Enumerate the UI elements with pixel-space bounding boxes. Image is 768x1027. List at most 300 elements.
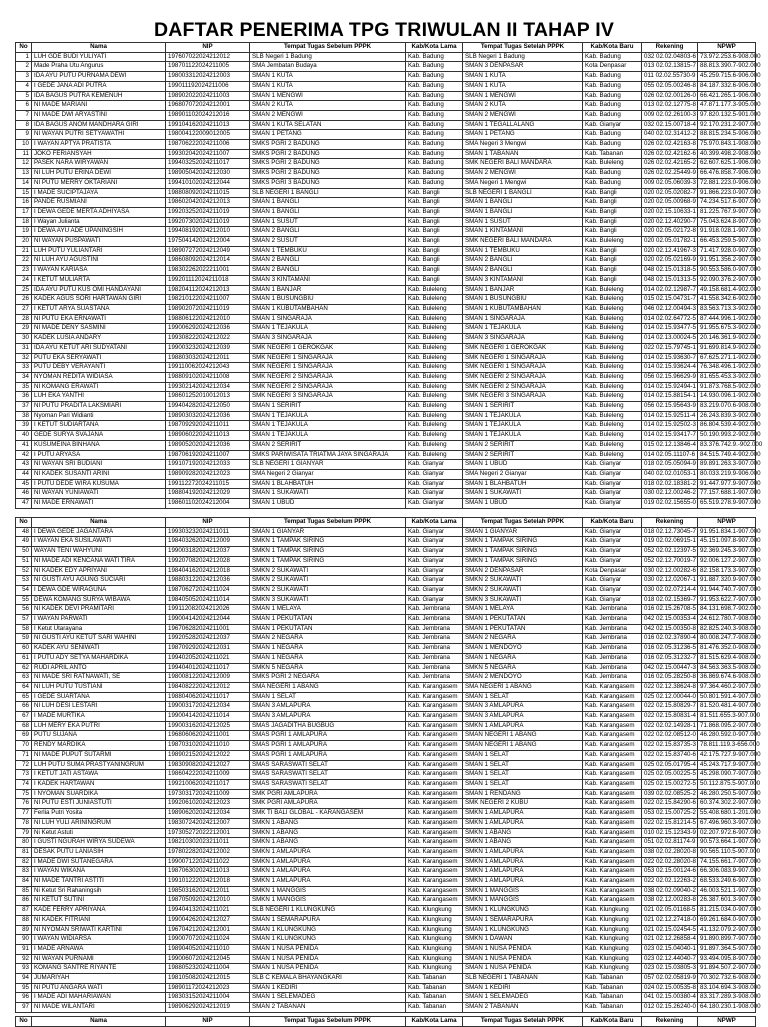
cell-nama: NI WAYAN PUSPAWATI [32, 237, 166, 247]
cell-rekening: 012 02.15.26240-0 [642, 1003, 698, 1013]
cell-no: 76 [16, 799, 32, 809]
cell-tempat-lama: SMK PGRI AMLAPURA [250, 799, 406, 809]
cell-kab-lama: Kab. Karangasem [406, 731, 463, 741]
cell-nip: 198906202024212034 [166, 809, 250, 819]
cell-tempat-baru: SMAN 1 GIANYAR [463, 527, 583, 537]
cell-kab-baru: Kab. Buleleng [583, 372, 642, 382]
cell-kab-lama: Kab. Karangasem [406, 867, 463, 877]
cell-no: 77 [16, 809, 32, 819]
cell-rekening: 020 02.05.02169-9 [642, 256, 698, 266]
cell-kab-lama: Kab. Karangasem [406, 838, 463, 848]
cell-npwp: 50.801.591.4-907.000 [698, 692, 756, 702]
cell-tempat-lama: SMK NEGERI 2 SINGARAJA [250, 372, 406, 382]
cell-kab-baru: Kab. Gianyar [583, 556, 642, 566]
cell-no: 92 [16, 954, 32, 964]
cell-kab-baru: Kab. Buleleng [583, 295, 642, 305]
cell-rekening: 009 02.05.06039-3 [642, 178, 698, 188]
cell-tempat-baru: SMAN 1 PETANG [463, 130, 583, 140]
table-row [16, 644, 756, 654]
table-row [16, 440, 756, 450]
cell-tempat-baru: SMAN 1 UBUD [463, 460, 583, 470]
cell-tempat-lama: SMAN 3 AMLAPURA [250, 702, 406, 712]
cell-kab-lama: Kab. Karangasem [406, 886, 463, 896]
cell-kab-lama: Kab. Karangasem [406, 799, 463, 809]
cell-tempat-lama: SMKN 1 ABANG [250, 838, 406, 848]
cell-tempat-lama: SMKS PGRI 2 NEGARA [250, 673, 406, 683]
header-nip: NIP [166, 518, 250, 528]
cell-kab-baru: Kab. Klungkung [583, 935, 642, 945]
cell-npwp: 75.043.624.8-907.000 [698, 217, 756, 227]
cell-rekening: 018 02.02.15369-7 [642, 595, 698, 605]
cell-kab-baru: Kab. Badung [583, 81, 642, 91]
cell-nip: 198709292024211011 [166, 421, 250, 431]
cell-tempat-lama: SMKS PGRI 2 BADUNG [250, 159, 406, 169]
header-tempat-baru: Tempat Tugas Setelah PPPK [463, 518, 583, 528]
cell-no: 22 [16, 256, 32, 266]
cell-npwp: 84.515.749.4-902.000 [698, 450, 756, 460]
cell-nip: 199004142024212044 [166, 615, 250, 625]
cell-nip: 198705092024212010 [166, 896, 250, 906]
table-row [16, 605, 756, 615]
cell-tempat-lama: SMK NEGERI 2 SINGARAJA [250, 382, 406, 392]
cell-npwp: 24.612.780.7-908.000 [698, 615, 756, 625]
cell-nama: NI KOMANG ERAWATI [32, 382, 166, 392]
cell-tempat-baru: SMAN 2 DENPASAR [463, 566, 583, 576]
cell-tempat-baru: SMAN 1 SELAT [463, 770, 583, 780]
cell-kab-baru: Kab. Karangasem [583, 847, 642, 857]
cell-nama: NI MADE SRI RATNAWATI, SE [32, 673, 166, 683]
cell-tempat-baru: SMAN 1 SUSUT [463, 217, 583, 227]
cell-kab-baru: Kab. Karangasem [583, 770, 642, 780]
cell-tempat-baru: SMA Negeri 2 Gianyar [463, 469, 583, 479]
cell-tempat-baru: SMAN 1 SERIRIT [463, 402, 583, 412]
cell-tempat-baru: SMK NEGERI BALI MANDARA [463, 237, 583, 247]
cell-nama: I DEWA GEDE MERTA ADHIYASA [32, 207, 166, 217]
cell-tempat-lama: SMKN 2 SUKAWATI [250, 566, 406, 576]
cell-nama: NI GUSTI AYU KETUT SARI WAHINI [32, 634, 166, 644]
table-row [16, 799, 756, 809]
cell-no: 39 [16, 421, 32, 431]
table-body-2 [16, 527, 761, 1012]
cell-tempat-baru: SMAN 1 UBUD [463, 499, 583, 509]
cell-npwp: 46.003.521.1-907.000 [698, 886, 756, 896]
cell-nama: I WAYAN KARIASA [32, 266, 166, 276]
cell-kab-lama: Kab. Buleleng [406, 411, 463, 421]
cell-no: 43 [16, 460, 32, 470]
cell-tempat-lama: SMAN 1 BUSUNGBIU [250, 295, 406, 305]
table-row [16, 974, 756, 984]
header-nip: NIP [166, 43, 250, 53]
cell-npwp: 64.180.230.1-908.000 [698, 1003, 756, 1013]
cell-tempat-lama: SMAN 1 UBUD [250, 499, 406, 509]
cell-kab-baru: Kab. Gianyar [583, 499, 642, 509]
cell-no: 12 [16, 159, 32, 169]
cell-kab-baru: Kab. Jembrana [583, 605, 642, 615]
cell-tempat-lama: SMAN 2 SUSUT [250, 237, 406, 247]
cell-no: 10 [16, 140, 32, 150]
cell-nama: NI MADE ERNAWATI [32, 499, 166, 509]
cell-npwp: 50.190.993.2-902.000 [698, 431, 756, 441]
cell-nip: 198709292024212031 [166, 644, 250, 654]
cell-nama: PUTU SUJANA [32, 731, 166, 741]
cell-nip: 198904052024211010 [166, 944, 250, 954]
cell-tempat-lama: SMKS PGRI 2 BADUNG [250, 169, 406, 179]
cell-kab-baru: Kab. Bangli [583, 246, 642, 256]
cell-nip: 198604222024211009 [166, 770, 250, 780]
cell-nip: 198706222024211006 [166, 140, 250, 150]
table-row [16, 935, 756, 945]
cell-kab-lama: Kab. Karangasem [406, 818, 463, 828]
cell-rekening: 016 02.05.31236-5 [642, 644, 698, 654]
cell-tempat-lama: SMKN 1 TAMPAK SIRING [250, 537, 406, 547]
cell-kab-baru: Kab. Bangli [583, 256, 642, 266]
cell-kab-baru: Kab. Karangasem [583, 867, 642, 877]
cell-nip: 198210302023211011 [166, 838, 250, 848]
cell-tempat-lama: SMAN 1 NUSA PENIDA [250, 954, 406, 964]
cell-kab-lama: Kab. Buleleng [406, 334, 463, 344]
cell-nip: 198503162024212011 [166, 886, 250, 896]
cell-nip: 198902022024211003 [166, 91, 250, 101]
cell-rekening: 022 02.02.28020-8 [642, 857, 698, 867]
cell-nama: KADE FERRY APRIYANA [32, 906, 166, 916]
cell-npwp: 82.158.173.3-907.000 [698, 566, 756, 576]
cell-kab-baru: Kab. Buleleng [583, 431, 642, 441]
cell-no: 30 [16, 334, 32, 344]
cell-no: 33 [16, 363, 32, 373]
cell-nip: 199004262024212027 [166, 915, 250, 925]
cell-kab-lama: Kab. Buleleng [406, 343, 463, 353]
cell-kab-baru: Kab. Buleleng [583, 363, 642, 373]
table-row [16, 944, 756, 954]
cell-kab-lama: Kab. Badung [406, 149, 463, 159]
table-row [16, 702, 756, 712]
cell-nip: 199302142024212034 [166, 382, 250, 392]
cell-kab-lama: Kab. Buleleng [406, 324, 463, 334]
cell-rekening: 025 02.15.00272-5 [642, 779, 698, 789]
cell-npwp: 88.813.390.7-902.000 [698, 62, 756, 72]
header-npwp: NPWP [698, 1017, 756, 1027]
table-row [16, 295, 756, 305]
cell-kab-baru: Kab. Gianyar [583, 469, 642, 479]
cell-nama: RENDY MARDIKA [32, 741, 166, 751]
cell-kab-baru: Kab. Karangasem [583, 702, 642, 712]
cell-kab-lama: Kab. Badung [406, 91, 463, 101]
cell-no: 94 [16, 974, 32, 984]
cell-nip: 198204112024212013 [166, 285, 250, 295]
cell-tempat-baru: SMAN 1 MELAYA [463, 605, 583, 615]
cell-nip: 198803032024212011 [166, 353, 250, 363]
cell-npwp: 91.447.977.9-907.000 [698, 479, 756, 489]
cell-tempat-baru: SMAN 1 SUKAWATI [463, 489, 583, 499]
cell-rekening: 048 02.15.01318-5 [642, 266, 698, 276]
cell-nip: 199206102024212023 [166, 799, 250, 809]
table-row [16, 91, 756, 101]
cell-nama: NI GUSTI AYU AGUNG SUCIARI [32, 576, 166, 586]
cell-no: 4 [16, 81, 32, 91]
cell-nip: 199308222024212022 [166, 334, 250, 344]
cell-no: 5 [16, 91, 32, 101]
cell-npwp: 91.951.356.2-907.000 [698, 256, 756, 266]
table-row [16, 566, 756, 576]
cell-tempat-lama: SMKS PARIWISATA TRIATMA JAYA SINGARAJA [250, 450, 406, 460]
cell-nama: NI MADE WILANTARI [32, 1003, 166, 1013]
cell-nama: KUSUMEINA BINHANA [32, 440, 166, 450]
cell-kab-lama: Kab. Bangli [406, 217, 463, 227]
cell-rekening: 014 02.05.11107-6 [642, 450, 698, 460]
table-row [16, 159, 756, 169]
cell-kab-baru: Kab. Klungkung [583, 944, 642, 954]
cell-tempat-lama: SMAN 1 GIANYAR [250, 527, 406, 537]
cell-kab-baru: Kab. Badung [583, 110, 642, 120]
cell-tempat-lama: SLB NEGERI 1 KLUNGKUNG [250, 906, 406, 916]
cell-kab-baru: Kab. Bangli [583, 217, 642, 227]
cell-kab-lama: Kab. Badung [406, 130, 463, 140]
cell-nama: NI PUTU PRADITA LAKSMIARI [32, 402, 166, 412]
table-row [16, 741, 756, 751]
cell-nama: NI KETUT SUTINI [32, 896, 166, 906]
cell-nama: I WAYAN EKA SUSILAWATI [32, 537, 166, 547]
cell-tempat-baru: SMKN 1 DAWAN [463, 935, 583, 945]
cell-kab-lama: Kab. Jembrana [406, 673, 463, 683]
cell-kab-baru: Kab. Buleleng [583, 343, 642, 353]
cell-kab-lama: Kab. Badung [406, 140, 463, 150]
cell-kab-baru: Kab. Tabanan [583, 974, 642, 984]
cell-nip: 199107192024212033 [166, 460, 250, 470]
cell-no: 27 [16, 304, 32, 314]
cell-tempat-baru: SMAN 1 PEKUTATAN [463, 615, 583, 625]
cell-rekening: 040 02.02.31412-2 [642, 130, 698, 140]
cell-kab-lama: Kab. Bangli [406, 246, 463, 256]
cell-tempat-baru: SMA Negeri 3 Mengwi [463, 140, 583, 150]
cell-kab-lama: Kab. Badung [406, 52, 463, 62]
cell-tempat-lama: SMKS PGRI 2 BADUNG [250, 140, 406, 150]
cell-rekening: 053 02.15.00124-6 [642, 867, 698, 877]
cell-kab-baru: Kab. Badung [583, 169, 642, 179]
cell-npwp: 90.565.110.5-907.000 [698, 847, 756, 857]
cell-npwp: 91.873.768.5-902.000 [698, 382, 756, 392]
cell-tempat-lama: SMAN 2 BANGLI [250, 227, 406, 237]
cell-kab-baru: Kab. Karangasem [583, 877, 642, 887]
cell-npwp: 66.476.858.7-906.000 [698, 169, 756, 179]
table-row [16, 896, 756, 906]
cell-no: 48 [16, 527, 32, 537]
cell-no: 55 [16, 595, 32, 605]
cell-tempat-lama: SMAN 1 KUTA [250, 81, 406, 91]
cell-tempat-lama: SMAS PGRI 1 AMLAPURA [250, 731, 406, 741]
cell-tempat-lama: SMK TI BALI GLOBAL - KARANGASEM [250, 809, 406, 819]
cell-no: 29 [16, 324, 32, 334]
cell-nip: 198601252010012013 [166, 392, 250, 402]
cell-kab-baru: Kab. Karangasem [583, 838, 642, 848]
cell-tempat-lama: SMAN 2 TABANAN [250, 1003, 406, 1013]
cell-npwp: 26.243.839.3-902.000 [698, 411, 756, 421]
cell-kab-baru: Kab. Karangasem [583, 692, 642, 702]
cell-kab-baru: Kab. Bangli [583, 227, 642, 237]
header-nama: Nama [32, 1017, 166, 1027]
cell-nama: NI LUH PUTU TUSTIANI [32, 682, 166, 692]
cell-rekening: 022 02.15.80831-4 [642, 712, 698, 722]
cell-kab-baru: Kab. Klungkung [583, 964, 642, 974]
cell-nama: LUH GDE BUDI YULIYATI [32, 52, 166, 62]
table-row [16, 353, 756, 363]
cell-nama: IDA AYU PUTU PURNAMA DEWI [32, 72, 166, 82]
cell-nip: 198905042024212030 [166, 169, 250, 179]
cell-tempat-baru: SMAN 1 TEJAKULA [463, 411, 583, 421]
cell-nama: Ferlia Putri Yosita [32, 809, 166, 819]
cell-tempat-lama: SMAN 1 MELAYA [250, 605, 406, 615]
cell-rekening: 014 02.15.92494-1 [642, 382, 698, 392]
header-tempat-baru: Tempat Tugas Setelah PPPK [463, 43, 583, 53]
cell-npwp: 81.520.481.4-907.000 [698, 702, 756, 712]
cell-nip: 198803122024212036 [166, 576, 250, 586]
cell-rekening: 014 02.15.92502-3 [642, 421, 698, 431]
cell-nama: I MADE DWI SUTANEGARA [32, 857, 166, 867]
table-row [16, 140, 756, 150]
cell-rekening: 022 02.02.08512-0 [642, 731, 698, 741]
cell-nip: 198408222024212012 [166, 682, 250, 692]
cell-nama: I GEDE JANA ADI PUTRA [32, 81, 166, 91]
cell-nama: IDA BAGUS PUTRA KEMENUH [32, 91, 166, 101]
cell-kab-baru: Kab. Buleleng [583, 382, 642, 392]
cell-nip: 198004122009012005 [166, 130, 250, 140]
cell-npwp: 83.563.713.3-902.000 [698, 304, 756, 314]
cell-rekening: 016 02.05.28250-8 [642, 673, 698, 683]
cell-kab-baru: Kab. Karangasem [583, 789, 642, 799]
cell-nip: 198302262022211001 [166, 266, 250, 276]
cell-rekening: 014 02.15.93630-7 [642, 353, 698, 363]
cell-kab-lama: Kab. Gianyar [406, 576, 463, 586]
cell-no: 23 [16, 266, 32, 276]
cell-tempat-lama: SMKN 1 ABANG [250, 818, 406, 828]
cell-kab-lama: Kab. Badung [406, 110, 463, 120]
table-row [16, 847, 756, 857]
cell-tempat-baru: SMAN 1 TEJAKULA [463, 324, 583, 334]
cell-nama: PUTU EKA SERYAWATI [32, 353, 166, 363]
cell-tempat-baru: SMAN 1 KEDIRI [463, 983, 583, 993]
cell-no: 57 [16, 615, 32, 625]
cell-npwp: 41.558.342.6-902.000 [698, 295, 756, 305]
cell-kab-baru: Kab. Karangasem [583, 896, 642, 906]
table-row [16, 382, 756, 392]
cell-rekening: 022 02.02.12263-2 [642, 877, 698, 887]
table-row [16, 460, 756, 470]
cell-nama: I MADE ADI MAHARIAWAN [32, 993, 166, 1003]
cell-npwp: 91.699.814.9-902.000 [698, 343, 756, 353]
cell-tempat-lama: SMAN 1 BLAHBATUH [250, 479, 406, 489]
cell-tempat-baru: SMAN NEGERI 1 ABANG [463, 731, 583, 741]
table-row [16, 62, 756, 72]
cell-kab-baru: Kab. Gianyar [583, 479, 642, 489]
cell-npwp: 84.131.698.7-902.000 [698, 605, 756, 615]
table-row [16, 227, 756, 237]
table-row [16, 983, 756, 993]
cell-rekening: 011 02.02.55730-9 [642, 72, 698, 82]
cell-npwp: 20.146.361.9-902.000 [698, 334, 756, 344]
cell-npwp: 89.891.263.3-907.000 [698, 460, 756, 470]
cell-tempat-lama: SMKN 1 MANGGIS [250, 896, 406, 906]
cell-kab-baru: Kab. Karangasem [583, 886, 642, 896]
cell-no: 79 [16, 828, 32, 838]
cell-npwp: 50.112.875.5-907.000 [698, 779, 756, 789]
cell-kab-lama: Kab. Karangasem [406, 877, 463, 887]
cell-no: 13 [16, 169, 32, 179]
table-row [16, 556, 756, 566]
cell-kab-baru: Kab. Tabanan [583, 983, 642, 993]
header-tempat-lama: Tempat Tugas Sebelum PPPK [250, 1017, 406, 1027]
cell-kab-lama: Kab. Jembrana [406, 605, 463, 615]
cell-npwp: 92.006.127.2-907.000 [698, 556, 756, 566]
table-row [16, 527, 756, 537]
cell-npwp: 70.302.732.6-908.000 [698, 974, 756, 984]
cell-rekening: 020 02.05.01782-1 [642, 237, 698, 247]
cell-npwp: 83.104.694.3-908.000 [698, 983, 756, 993]
cell-nama: I PUTU ARYASA [32, 450, 166, 460]
cell-kab-baru: Kab. Buleleng [583, 237, 642, 247]
cell-no: 89 [16, 925, 32, 935]
cell-nama: KADEK LUSIA ANDARY [32, 334, 166, 344]
cell-npwp: 81.215.034.0-907.000 [698, 906, 756, 916]
cell-kab-lama: Kab. Buleleng [406, 304, 463, 314]
table-row [16, 925, 756, 935]
cell-no: 97 [16, 1003, 32, 1013]
cell-rekening: 014 02.02.12987-7 [642, 285, 698, 295]
cell-tempat-lama: SMAN 1 KUTA SELATAN [250, 120, 406, 130]
cell-npwp: 66.421.265.1-906.000 [698, 91, 756, 101]
cell-kab-lama: Kab. Gianyar [406, 527, 463, 537]
cell-nama: NI PUTU EKA ERNAWATI [32, 314, 166, 324]
cell-nip: 198902072024211019 [166, 304, 250, 314]
cell-tempat-lama: SMAN 3 AMLAPURA [250, 712, 406, 722]
cell-npwp: 41.132.079.2-907.000 [698, 925, 756, 935]
cell-npwp: 81.476.352.0-908.000 [698, 644, 756, 654]
cell-tempat-baru: SMKN 1 AMLAPURA [463, 818, 583, 828]
cell-no: 66 [16, 702, 32, 712]
cell-kab-baru: Kab. Jembrana [583, 624, 642, 634]
table-row [16, 275, 756, 285]
cell-no: 51 [16, 556, 32, 566]
cell-tempat-lama: SMK PGRI AMLAPURA [250, 789, 406, 799]
cell-no: 70 [16, 741, 32, 751]
cell-no: 14 [16, 178, 32, 188]
cell-rekening: 014 02.15.88154-1 [642, 392, 698, 402]
cell-npwp: 91.918.028.1-907.000 [698, 227, 756, 237]
cell-tempat-lama: SMKN 5 NEGARA [250, 663, 406, 673]
cell-no: 34 [16, 372, 32, 382]
table-row [16, 72, 756, 82]
cell-tempat-baru: SMAN 1 KLUNGKUNG [463, 925, 583, 935]
table-row [16, 663, 756, 673]
cell-tempat-baru: SMA NEGERI 1 ABANG [463, 682, 583, 692]
cell-kab-baru: Kab. Karangasem [583, 828, 642, 838]
cell-tempat-baru: SMA Negeri 1 Mengwi [463, 178, 583, 188]
cell-kab-lama: Kab. Karangasem [406, 692, 463, 702]
cell-no: 41 [16, 440, 32, 450]
cell-tempat-baru: SMAN 1 NUSA PENIDA [463, 954, 583, 964]
cell-npwp: 75.970.843.1-908.000 [698, 140, 756, 150]
cell-rekening: 022 02.15.79745-1 [642, 343, 698, 353]
cell-npwp: 45.151.097.8-907.000 [698, 537, 756, 547]
cell-nip: 199003182024212037 [166, 547, 250, 557]
cell-rekening: 019 02.02.06915-1 [642, 537, 698, 547]
cell-rekening: 009 02.02.26100-3 [642, 110, 698, 120]
cell-kab-lama: Kab. Karangasem [406, 702, 463, 712]
cell-tempat-lama: SMAN 1 SUSUT [250, 217, 406, 227]
cell-no: 56 [16, 605, 32, 615]
cell-nip: 199403252024211017 [166, 159, 250, 169]
cell-tempat-baru: SMAN 2 TABANAN [463, 1003, 583, 1013]
cell-kab-lama: Kab. Badung [406, 120, 463, 130]
cell-no: 54 [16, 585, 32, 595]
